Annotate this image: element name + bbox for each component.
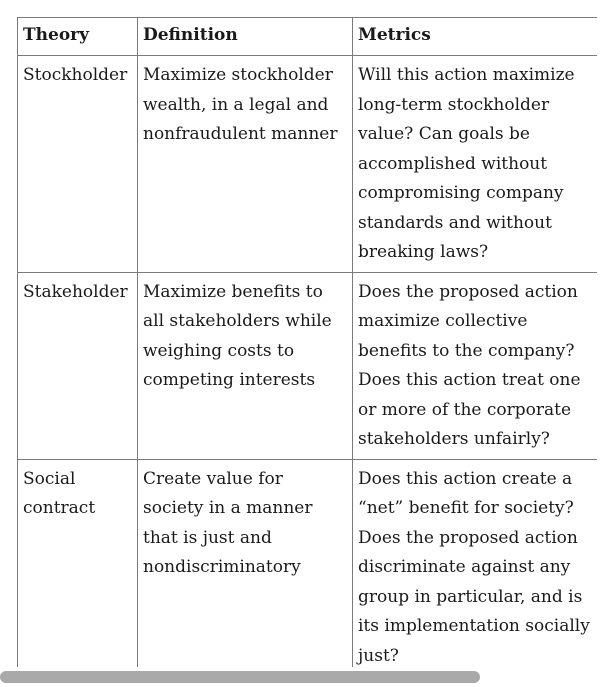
cell-theory: Stockholder bbox=[18, 56, 138, 273]
header-definition: Definition bbox=[138, 18, 353, 56]
scrollbar-thumb[interactable] bbox=[0, 671, 480, 683]
table-header-row bbox=[18, 18, 598, 56]
theories-table bbox=[17, 17, 597, 667]
cell-metrics: Does this action create a “net” benefit for society? Does the proposed action discriminate against any group in particular, and is its implementation socially just? bbox=[353, 459, 598, 667]
header-metrics: Metrics bbox=[353, 18, 598, 56]
cell-metrics: Will this action maximize long-term stockholder value? Can goals be accomplished without compromising company standards and without breaking laws? bbox=[353, 56, 598, 273]
cell-definition: Create value for society in a manner that is just and nondiscriminatory bbox=[138, 459, 353, 667]
cell-metrics: Does the proposed action maximize collective benefits to the company? Does this action treat one or more of the corporate stakeholders unfairly? bbox=[353, 272, 598, 459]
cell-theory: Stakeholder bbox=[18, 272, 138, 459]
table-row bbox=[18, 459, 598, 667]
cell-theory: Social contract bbox=[18, 459, 138, 667]
table-row bbox=[18, 272, 598, 459]
cell-definition: Maximize stockholder wealth, in a legal and nonfraudulent manner bbox=[138, 56, 353, 273]
theories-table-container bbox=[17, 17, 597, 667]
cell-definition: Maximize benefits to all stakeholders while weighing costs to competing interests bbox=[138, 272, 353, 459]
table-row bbox=[18, 56, 598, 273]
header-theory: Theory bbox=[18, 18, 138, 56]
